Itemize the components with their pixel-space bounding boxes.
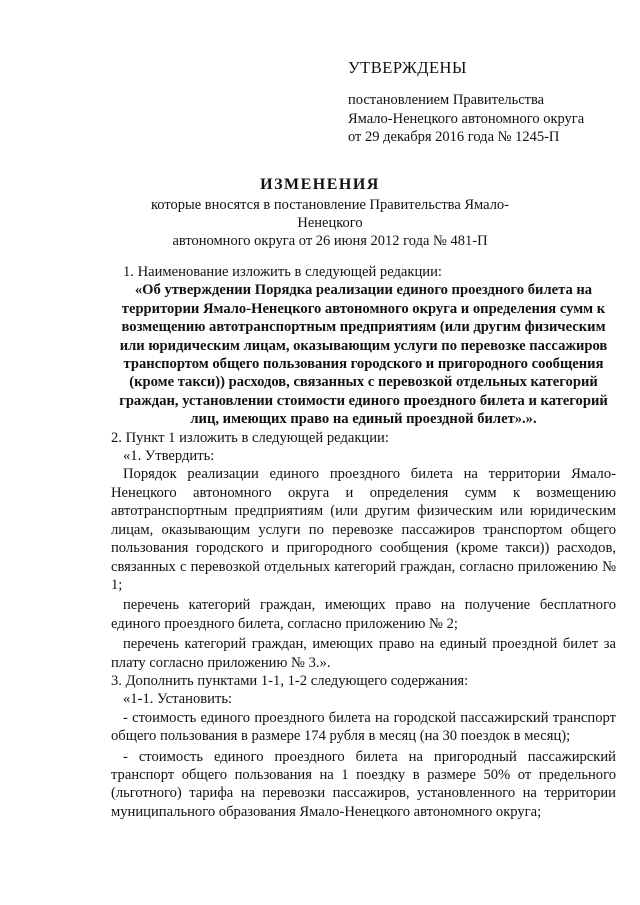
approval-line-3: от 29 декабря 2016 года № 1245-П <box>348 129 560 145</box>
subtitle-line-1: которые вносятся в постановление Правительства Ямало-Ненецкого <box>150 197 510 231</box>
subtitle-line-2: автономного округа от 26 июня 2012 года № 481-П <box>172 233 488 249</box>
item-3-city-price: - стоимость единого проездного билета на городской пассажирский транспорт общего пользования в размере 174 рубля в месяц (на 30 поездок в месяц); <box>111 709 616 745</box>
item-1: 1. Наименование изложить в следующей редакции: <box>123 264 442 280</box>
approved-label: УТВЕРЖДЕНЫ <box>348 58 467 77</box>
document-title: ИЗМЕНЕНИЯ <box>260 176 380 193</box>
item-2-approve: «1. Утвердить: <box>123 448 215 465</box>
item-3: 3. Дополнить пунктами 1-1, 1-2 следующего содержания: <box>111 672 469 689</box>
approval-line-1: постановлением Правительства <box>348 92 545 108</box>
approval-line-2: Ямало-Ненецкого автономного округа <box>348 110 585 127</box>
item-2-list-free: перечень категорий граждан, имеющих право на получение бесплатного единого проездного билета, согласно приложению № 2; <box>111 597 616 632</box>
item-2-order: Порядок реализации единого проездного билета на территории Ямало-Ненецкого автономного округа и определения сумм к возмещению автотранспортным предприятиям (или другим физическим или юридическим лицам, оказывающим услуги по перевозке пассажиров транспортом общего пользования городского и пригородного сообщения (кроме такси)) расходов, связанных с перевозкой отдельных категорий граждан, согласно приложению № 1; <box>111 466 616 593</box>
document-subtitle <box>130 196 530 250</box>
item-1-new-title: «Об утверждении Порядка реализации единого проездного билета на территории Ямало-Ненецкого автономного округа и определения сумм к возмещению автотранспортным предприятиям (или другим физическим или юридическим лицам, оказывающим услуги по перевозке пассажиров транспортом общего пользования городского и пригородного сообщения (кроме такси)) расходов, связанных с перевозкой отдельных категорий граждан, установлении стоимости единого проездного билета и категорий лиц, имеющих право на единый проездной билет».». <box>119 282 608 428</box>
item-3-suburban-price: - стоимость единого проездного билета на пригородный пассажирский транспорт общего пользования на 1 поездку в размере 50% от предельного (льготного) тарифа на перевозки пассажиров, установленного на территории муниципального образования Ямало-Ненецкого автономного округа; <box>111 748 616 820</box>
item-3-establish: «1-1. Установить: <box>123 691 233 708</box>
item-2: 2. Пункт 1 изложить в следующей редакции: <box>111 429 389 446</box>
item-2-list-paid: перечень категорий граждан, имеющих право на единый проездной билет за плату согласно приложению № 3.». <box>111 636 616 671</box>
approval-block <box>348 91 584 147</box>
document-body <box>111 263 616 821</box>
